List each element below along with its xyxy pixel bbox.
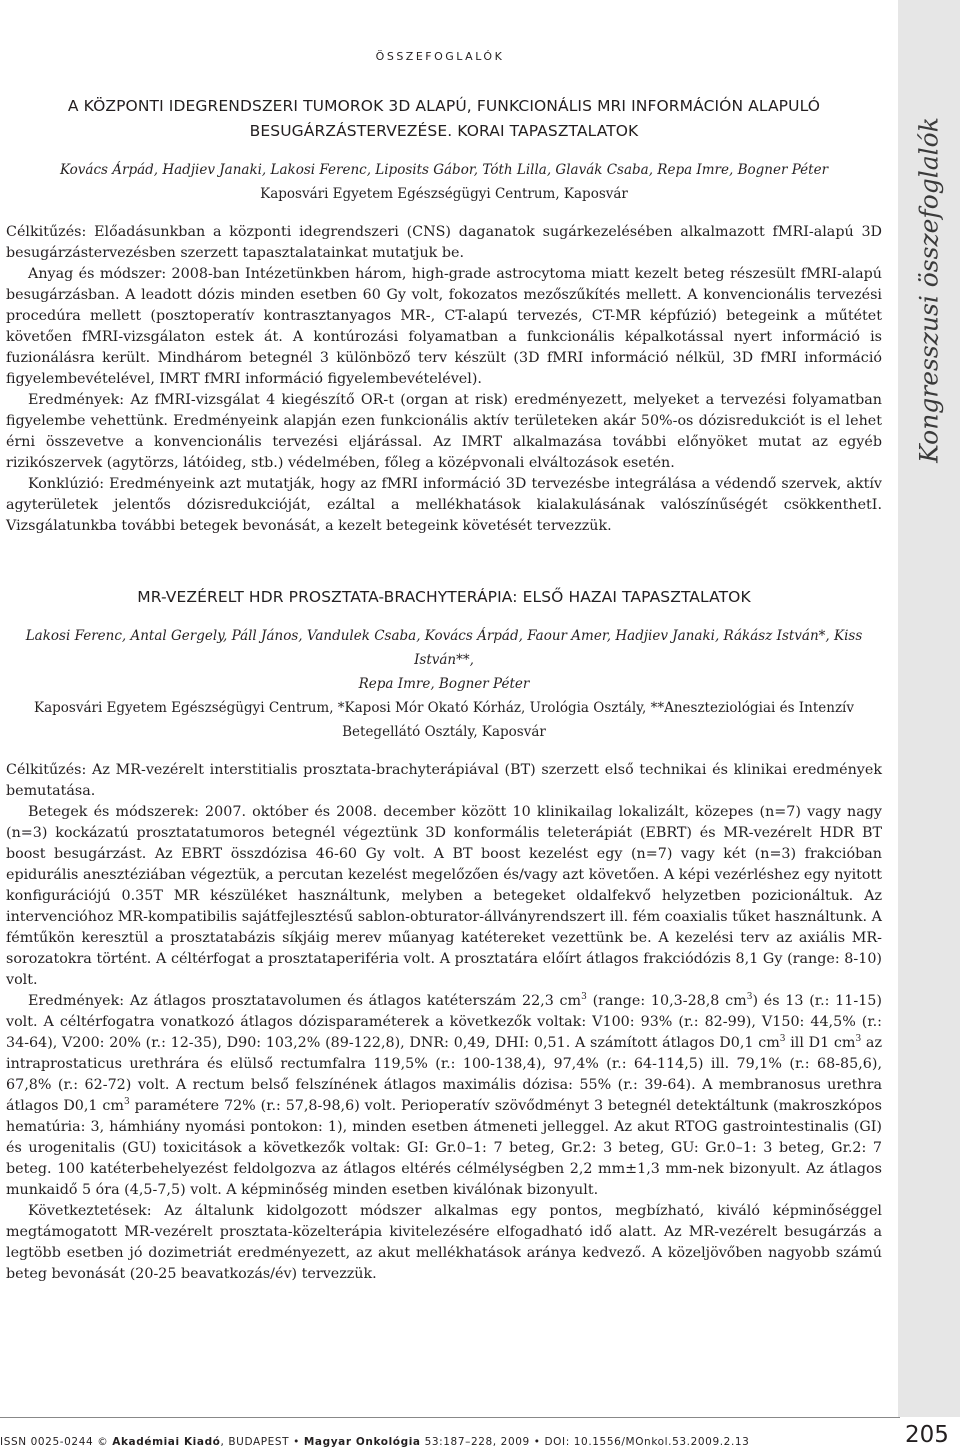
- article-gap: [6, 537, 882, 585]
- article1-authors: Kovács Árpád, Hadjiev Janaki, Lakosi Ferenc, Liposits Gábor, Tóth Lilla, Glavák Csaba, Repa Imre, Bogner Péter: [59, 162, 829, 178]
- article2-affiliation: [6, 696, 882, 744]
- results-part-b: (range: 10,3-28,8 cm: [586, 993, 747, 1009]
- superscript-3: 3: [746, 992, 753, 1003]
- article2-conclusion: Következtetések: Az általunk kidolgozott módszer alkalmas egy pontos, megbízható, kiváló képminőséggel megtámogatott MR-vezérelt prosztata-közelterápia kivitelezésére elfogadható idő alatt. Az MR-vezérelt besugárzás a legtöbb esetben jó dozimetriát eredményezett, az akut mellékhatások aránya kedvező. A közeljövőben nagyobb számú beteg bevonását (20-25 beavatkozás/év) tervezzük.: [6, 1203, 882, 1282]
- results-part-a: Eredmények: Az átlagos prosztatavolumen és átlagos katéterszám 22,3 cm: [28, 993, 582, 1009]
- article2-authors-line2: Repa Imre, Bogner Péter: [358, 676, 530, 692]
- article2-methods: Betegek és módszerek: 2007. október és 2008. december között 10 klinikailag lokalizált, közepes (n=7) vagy nagy (n=3) kockázatú prosztatatumoros betegnél végeztünk 3D konformális teleterápiát (EBRT) és MR-vezérelt HDR BT boost besugárzást. Az EBRT összdózisa 46-60 Gy volt. A BT boost kezelést egy (n=7) vagy két (n=3) frakcióban epidurális anesztéziában végeztük, a percutan kezelést megelőzően és/vagy azt követően. A képi vezérléshez egy nyitott konfigurációjú 0.35T MR készüléket használtunk, melyben a betegeket oldalfekvő helyzetben pozicionáltuk. Az intervencióhoz MR-kompatibilis sajátfejlesztésű sablon-obturator-állványrendszert ill. fém coaxialis tűket használtunk. A fémtűkön keresztül a prosztatabázis síkjáig merev műanyag katétereket vezettünk be. A kezelési terv az axiális MR-sorozatokra történt. A céltérfogat a prosztataperiféria volt. A prosztatára előírt átlagos frakciódózis 8,1 Gy (range: 8-10) volt.: [6, 804, 882, 988]
- page-number: 205: [905, 1422, 949, 1448]
- article2-authors: [6, 624, 882, 696]
- article2-affiliation-line1: Kaposvári Egyetem Egészségügyi Centrum, *Kaposi Mór Okató Kórház, Urológia Osztály, **Aneszteziológiai és Intenzív: [33, 700, 854, 716]
- superscript-3: 3: [581, 992, 587, 1003]
- article2-title: MR-VEZÉRELT HDR PROSZTATA-BRACHYTERÁPIA: ELSŐ HAZAI TAPASZTALATOK: [137, 588, 751, 606]
- superscript-3: 3: [779, 1034, 786, 1045]
- footer-citation: [0, 1436, 749, 1448]
- footer-volume-doi: 53:187–228, 2009 • DOI: 10.1556/MOnkol.53.2009.2.13: [420, 1436, 750, 1448]
- section-label: ÖSSZEFOGLALÓK: [375, 50, 505, 63]
- article1-results: Eredmények: Az fMRI-vizsgálat 4 kiegészítő OR-t (organ at risk) eredményezett, melyeket a tervezési folyamatban figyelembe vehettünk. Eredményeink alapján ezen funkcionális aktív területeken akár 50%-os dózisredukciót is el lehet érni összevetve a konvencionális tervezési eljárással. Az IMRT alkalmazása további előnyöket mutat az egyéb rizikószervek (agytörzs, látóideg, stb.) védelmében, főleg a középvonali elváltozások esetén.: [6, 392, 882, 471]
- footer-publisher: Akadémiai Kiadó: [112, 1436, 221, 1448]
- footer-city: , BUDAPEST •: [220, 1436, 304, 1448]
- results-part-e: az intraprostaticus urethrára és elülső rectumfalra 119,5% (r.: 100-138,4), 97,4% (r.: 64-114,5) ill. 79,1% (r.: 68-85,6), 67,8% (r.: 62-72) volt. A rectum belső felszínének átlagos maximális dózisa: 55% (r.: 39-64). A membranosus urethra átlagos D0,1 cm: [6, 1035, 882, 1114]
- content: [6, 94, 882, 1285]
- sidebar-label: Kongresszusi összefoglalók: [914, 117, 944, 463]
- superscript-3: 3: [855, 1034, 862, 1045]
- article2-aim: Célkitűzés: Az MR-vezérelt interstitialis prosztata-brachyterápiával (BT) szerzett első technikai és klinikai eredmények bemutatása.: [6, 762, 882, 799]
- article2-results: [6, 991, 882, 1201]
- article1-methods: Anyag és módszer: 2008-ban Intézetünkben három, high-grade astrocytoma miatt kezelt beteg részesült fMRI-alapú besugárzásban. A leadott dózis minden esetben 60 Gy volt, fokozatos mezőszűkítés mellett. A konvencionális tervezési procedúra mellett (posztoperatív kontrasztanyagos MR-, CT-alapú tervezés, CT-MR képfúzió) betegeink a műtétet követően fMRI-vizsgálaton estek át. A kontúrozási folyamatban a funkcionális képalkotással nyert információ is fuzionálásra került. Mindhárom betegnél 3 különböző terv készült (3D fMRI információ nélkül, 3D fMRI információ figyelembevételével, IMRT fMRI információ figyelembevételével).: [6, 266, 882, 387]
- article1-affiliation: Kaposvári Egyetem Egészségügyi Centrum, Kaposvár: [260, 186, 628, 202]
- footer-journal: Magyar Onkológia: [303, 1436, 421, 1448]
- results-part-c: ) és 13 (r.: 11-15) volt. A céltérfogatra vonatkozó átlagos dózisparaméterek a következők voltak: V100: 93% (r.: 82-99), V150: 44,5% (r.: 34-64), V200: 20% (r.: 12-35), D90: 103,2% (89-122,8), DNR: 0,49, DHI: 0,51. A számított átlagos D0,1 cm: [6, 993, 882, 1051]
- article1-title-line1: A KÖZPONTI IDEGRENDSZERI TUMOROK 3D ALAPÚ, FUNKCIONÁLIS MRI INFORMÁCIÓN ALAPULÓ: [67, 97, 821, 115]
- results-part-d: ill D1 cm: [785, 1035, 856, 1051]
- article1-title: [6, 94, 882, 144]
- article1-aim: Célkitűzés: Előadásunkban a központi idegrendszeri (CNS) daganatok sugárkezelésében alkalmazott fMRI-alapú 3D besugárzástervezésben szerzett tapasztalatainkat mutatjuk be.: [6, 224, 882, 261]
- footer-divider: [0, 1417, 900, 1418]
- article2-authors-line1: Lakosi Ferenc, Antal Gergely, Páll János, Vandulek Csaba, Kovács Árpád, Faour Amer, Hadjiev Janaki, Rákász István*, Kiss István**,: [25, 628, 863, 668]
- article2-affiliation-line2: Betegellátó Osztály, Kaposvár: [342, 724, 546, 740]
- article1-title-line2: BESUGÁRZÁSTERVEZÉSE. KORAI TAPASZTALATOK: [249, 122, 639, 140]
- superscript-3: 3: [123, 1097, 130, 1108]
- footer-issn: ISSN 0025-0244 ©: [0, 1436, 113, 1448]
- article1-conclusion: Konklúzió: Eredményeink azt mutatják, hogy az fMRI információ 3D tervezésbe integrálása a védendő szervek, aktív agyterületek jelentős dózisredukcióját, ezáltal a mellékhatások kialakulásának valószínűségét csökkenthetI. Vizsgálatunkba további betegek bevonását, a kezelt betegeink követését tervezzük.: [6, 476, 882, 534]
- results-part-f: paramétere 72% (r.: 57,8-98,6) volt. Perioperatív szövődményt 3 betegnél detektáltunk (makroszkópos hematúria: 3, hámhiány nyomási pontokon: 1), minden esetben átmeneti jelleggel. Az akut RTOG gastrointestinalis (GI) és urogenitalis (GU) toxicitások a következők voltak: GI: Gr.0–1: 7 beteg, Gr.2: 3 beteg, GU: Gr.0–1: 3 beteg, Gr.2: 7 beteg. 100 katéterbehelyezést feldolgozva az átlagos eltérés célmélységben 2,2 mm±1,3 mm-nek bizonyult. Az átlagos munkaidő 5 óra (4,5-7,5) volt. A képminőség minden esetben kiválónak bizonyult.: [6, 1098, 882, 1198]
